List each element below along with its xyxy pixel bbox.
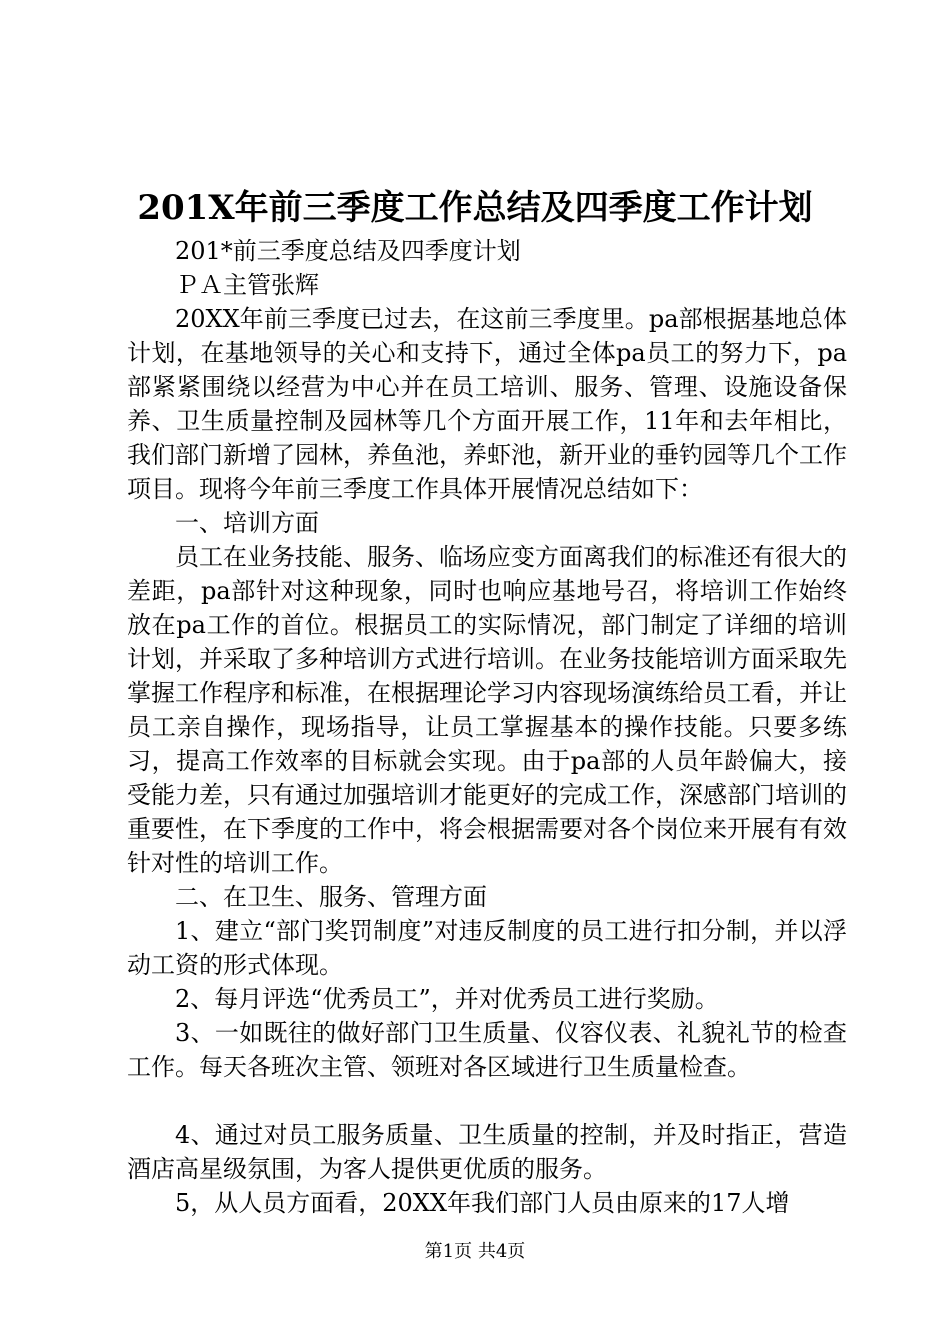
document-title: 201X年前三季度工作总结及四季度工作计划 (137, 188, 813, 228)
page-footer: 第1页 共4页 (424, 1241, 526, 1262)
blank-line (127, 1084, 847, 1118)
document-body (127, 234, 847, 1220)
author-paragraph: ＰＡ主管张辉 (175, 271, 319, 299)
list-item-5: 5，从人员方面看，20XX年我们部门人员由原来的17人增 (175, 1189, 790, 1217)
list-item-3: 3、一如既往的做好部门卫生质量、仪容仪表、礼貌礼节的检查工作。每天各班次主管、领班对各区域进行卫生质量检查。 (127, 1019, 847, 1081)
training-paragraph: 员工在业务技能、服务、临场应变方面离我们的标准还有很大的差距，pa部针对这种现象，同时也响应基地号召，将培训工作始终放在pa工作的首位。根据员工的实际情况，部门制定了详细的培训计划，并采取了多种培训方式进行培训。在业务技能培训方面采取先掌握工作程序和标准，在根据理论学习内容现场演练给员工看，并让员工亲自操作，现场指导，让员工掌握基本的操作技能。只要多练习，提高工作效率的目标就会实现。由于pa部的人员年龄偏大，接受能力差，只有通过加强培训才能更好的完成工作，深感部门培训的重要性，在下季度的工作中，将会根据需要对各个岗位来开展有有效针对性的培训工作。 (127, 543, 847, 877)
list-item-2: 2、每月评选“优秀员工”，并对优秀员工进行奖励。 (175, 985, 719, 1013)
section-heading-hygiene: 二、在卫生、服务、管理方面 (175, 883, 487, 911)
intro-paragraph: 20XX年前三季度已过去，在这前三季度里。pa部根据基地总体计划，在基地领导的关心和支持下，通过全体pa员工的努力下，pa部紧紧围绕以经营为中心并在员工培训、服务、管理、设施设备保养、卫生质量控制及园林等几个方面开展工作，11年和去年相比，我们部门新增了园林，养鱼池，养虾池，新开业的垂钓园等几个工作项目。现将今年前三季度工作具体开展情况总结如下： (127, 305, 847, 503)
list-item-1: 1、建立“部门奖罚制度”对违反制度的员工进行扣分制，并以浮动工资的形式体现。 (127, 917, 847, 979)
subtitle-paragraph: 201*前三季度总结及四季度计划 (175, 237, 521, 265)
list-item-4: 4、通过对员工服务质量、卫生质量的控制，并及时指正，营造酒店高星级氛围，为客人提供更优质的服务。 (127, 1121, 847, 1183)
section-heading-training: 一、培训方面 (175, 509, 319, 537)
